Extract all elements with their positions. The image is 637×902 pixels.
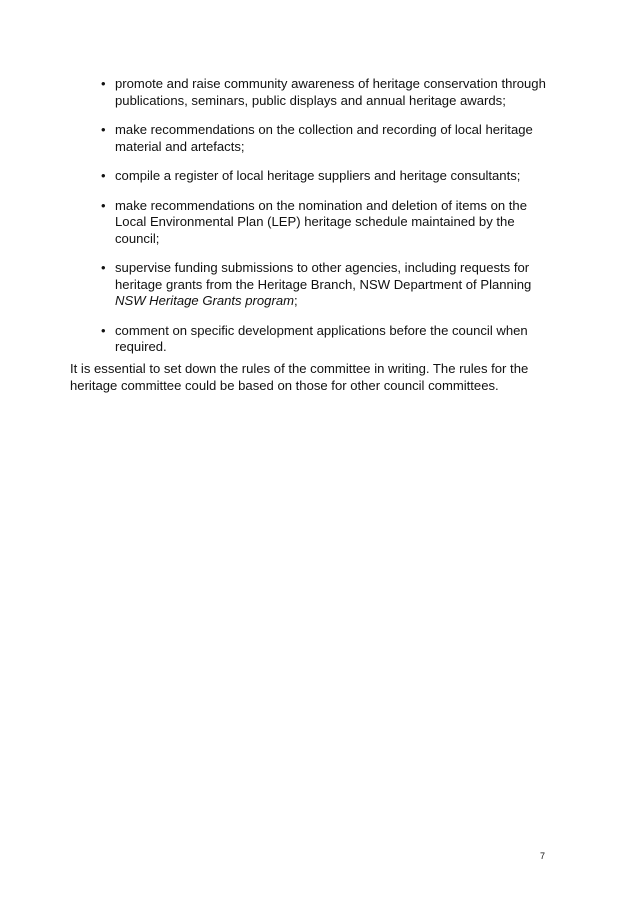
- responsibilities-list: [70, 76, 550, 369]
- list-item: [70, 198, 550, 248]
- page-number: 7: [540, 851, 546, 861]
- grants-program-name: NSW Heritage Grants program: [115, 293, 295, 308]
- bullet-icon: •: [101, 322, 106, 338]
- bullet-icon: •: [101, 168, 106, 183]
- bullet-icon: •: [101, 197, 106, 213]
- list-item: [70, 260, 550, 310]
- bullet-icon: •: [101, 122, 106, 137]
- list-item-text: comment on specific development applications before the council when required.: [115, 322, 528, 354]
- list-item: [70, 76, 550, 109]
- closing-paragraph: It is essential to set down the rules of the committee in writing. The rules for the heritage committee could be based on those for other council committees.: [70, 361, 529, 393]
- bullet-icon: •: [101, 260, 106, 275]
- list-item-text: make recommendations on the nomination and deletion of items on the Local Environmental Plan (LEP) heritage schedule maintained by the council;: [115, 197, 527, 246]
- list-item: [70, 122, 550, 155]
- list-item-text: make recommendations on the collection and recording of local heritage material and artefacts;: [115, 122, 533, 154]
- list-item-text: [115, 260, 531, 308]
- list-item-text: promote and raise community awareness of heritage conservation through publications, seminars, public displays and annual heritage awards;: [115, 76, 546, 108]
- list-item-text: compile a register of local heritage suppliers and heritage consultants;: [115, 168, 521, 183]
- list-item-text-main: supervise funding submissions to other agencies, including requests for heritage grants from the Heritage Branch, NSW Department of Planning: [115, 260, 532, 292]
- bullet-icon: •: [101, 76, 106, 91]
- list-item-text-suffix: ;: [294, 293, 298, 308]
- list-item: [70, 168, 550, 185]
- list-item: [70, 323, 550, 356]
